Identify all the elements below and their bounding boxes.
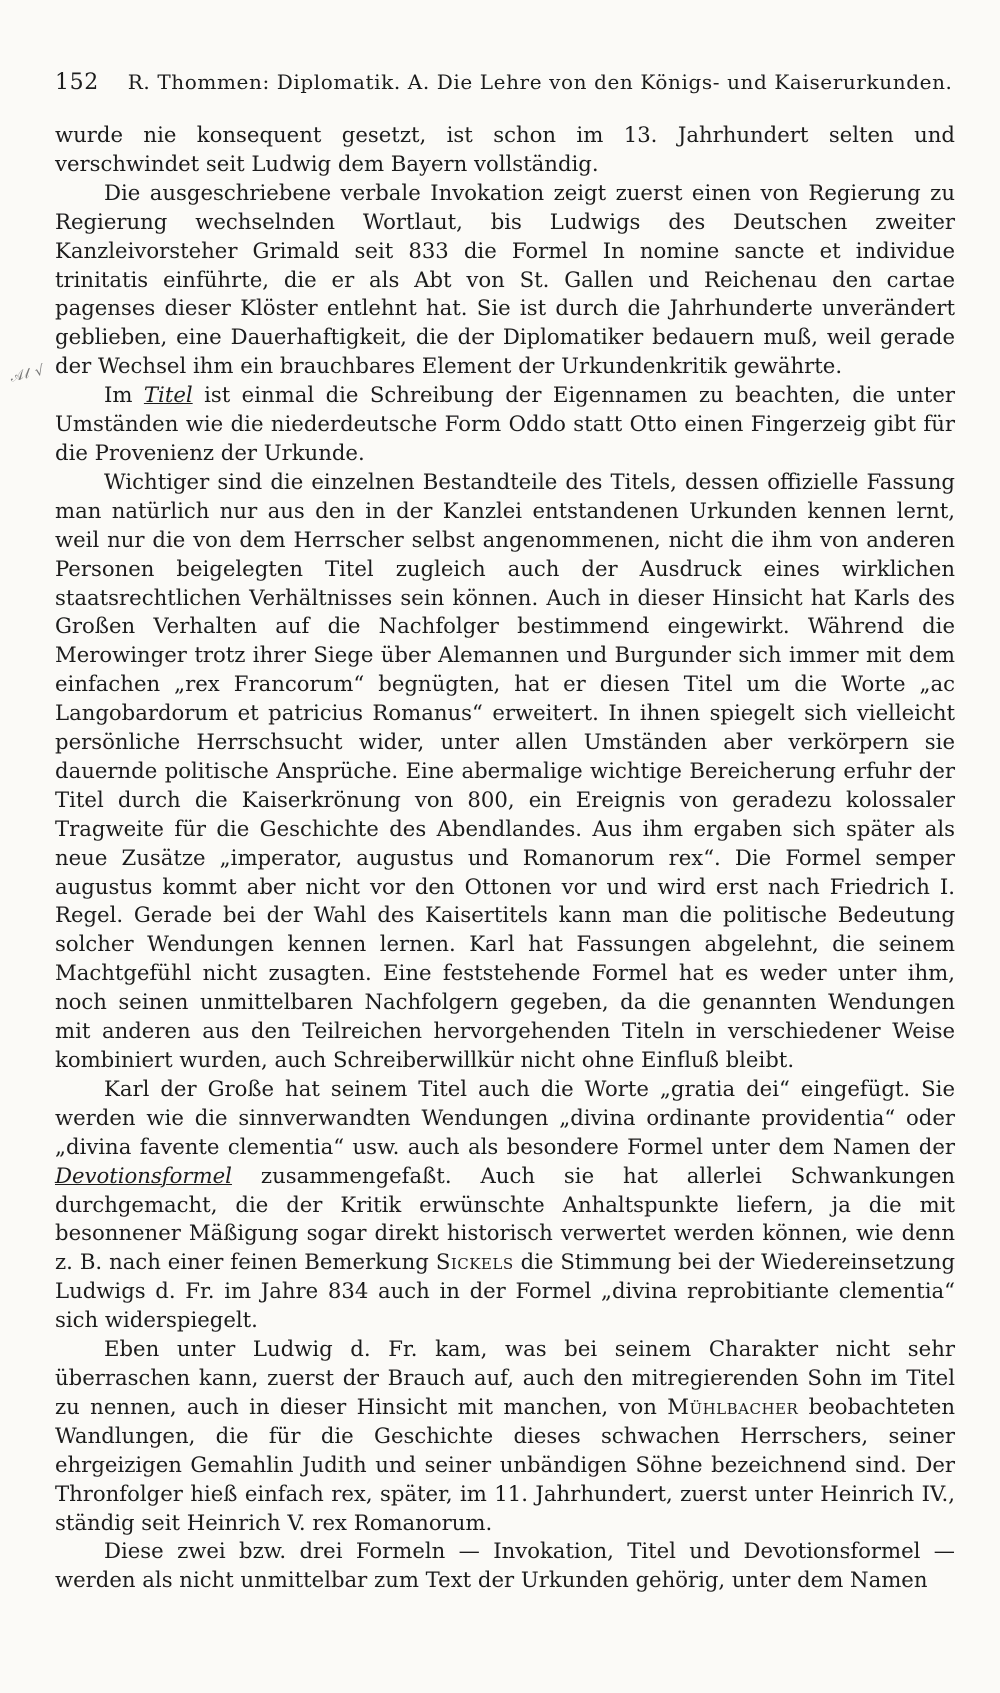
running-header xyxy=(55,70,955,95)
author-name-muehlbacher: Mühlbacher xyxy=(667,1393,799,1419)
paragraph-2: Die ausgeschriebene verbale Invokation zeigt zuerst einen von Regierung zu Regierung wechselnden Wortlaut, bis Ludwigs des Deutschen zweiter Kanzleivorsteher Grimald seit 833 die Formel In nomine sancte et individue trinitatis einführte, die er als Abt von St. Gallen und Reichenau den cartae pagenses dieser Klöster entlehnt hat. Sie ist durch die Jahrhunderte unverändert geblieben, eine Dauerhaftigkeit, die der Diplomatiker bedauern muß, weil gerade der Wechsel ihm ein brauchbares Element der Urkundenkritik gewährte. xyxy=(55,179,955,379)
text-run: zusammengefaßt. Auch sie hat allerlei Schwankungen durchgemacht, die der Kritik erwünschte Anhaltspunkte liefern, ja die mit besonnener Mäßigung sogar direkt historisch verwertet werden können, wie denn z. B. nach einer feinen Bemerkung xyxy=(55,1162,955,1275)
paragraph-7: Diese zwei bzw. drei Formeln — Invokation, Titel und Devotionsformel — werden als nicht unmittelbar zum Text der Urkunden gehörig, unter dem Namen xyxy=(55,1538,955,1593)
text-run: ist einmal die Schreibung der Eigennamen zu beachten, die unter Umständen wie die niederdeutsche Form Oddo statt Otto einen Fingerzeig gibt für die Provenienz der Urkunde. xyxy=(55,382,955,465)
paragraph-4: Wichtiger sind die einzelnen Bestandteile des Titels, dessen offizielle Fassung man natürlich nur aus den in der Kanzlei entstandenen Urkunden kennen lernt, weil nur die von dem Herrscher selbst angenommenen, nicht die ihm von anderen Personen beigelegten Titel zugleich auch der Ausdruck eines wirklichen staatsrechtlichen Verhältnisses sein können. Auch in dieser Hinsicht hat Karls des Großen Verhalten auf die Nachfolger bestimmend eingewirkt. Während die Merowinger trotz ihrer Siege über Alemannen und Burgunder sich immer mit dem einfachen „rex Francorum“ begnügten, hat er diesen Titel um die Worte „ac Langobardorum et patricius Romanus“ erweitert. In ihnen spiegelt sich vielleicht persönliche Herrschsucht wider, unter allen Umständen aber verkörpern sie dauernde politische Ansprüche. Eine abermalige wichtige Bereicherung erfuhr der Titel durch die Kaiserkrönung von 800, ein Ereignis von geradezu kolossaler Tragweite für die Geschichte des Abendlandes. Aus ihm ergaben sich später als neue Zusätze „imperator, augustus und Romanorum rex“. Die Formel semper augustus kommt aber nicht vor den Ottonen vor und wird erst nach Friedrich I. Regel. Gerade bei der Wahl des Kaisertitels kann man die politische Bedeutung solcher Wendungen kennen lernen. Karl hat Fassungen abgelehnt, die seinem Machtgefühl nicht zusagten. Eine feststehende Formel hat es weder unter ihm, noch seinen unmittelbaren Nachfolgern gegeben, da die genannten Wendungen mit anderen aus den Teilreichen hervorgehenden Titeln in verschiedener Weise kombiniert wurden, auch Schreiberwillkür nicht ohne Einfluß bleibt. xyxy=(55,468,955,1072)
paragraph-3 xyxy=(55,381,955,468)
text-run: die Stimmung bei der Wiedereinsetzung Ludwigs d. Fr. im Jahre 834 auch in der Formel „divina reprobitiante clementia“ sich widerspiegelt. xyxy=(55,1249,956,1333)
running-title: R. Thommen: Diplomatik. A. Die Lehre von den Königs- und Kaiserurkunden. xyxy=(127,70,953,94)
term-titel: Titel xyxy=(143,382,193,408)
handwritten-margin-note: 𝒜𝓁 √ xyxy=(8,362,47,386)
text-run: beobachteten Wandlungen, die für die Geschichte dieses schwachen Herrschers, seiner ehrgeizigen Gemahlin Judith und seiner unbändigen Söhne bezeichnend sind. Der Thronfolger hieß einfach rex, später, im 11. Jahrhundert, zuerst unter Heinrich IV., ständig seit Heinrich V. rex Romanorum. xyxy=(55,1393,955,1535)
paragraph-5 xyxy=(55,1075,955,1335)
paragraph-6 xyxy=(55,1335,955,1537)
text-run: Im xyxy=(104,382,144,408)
paragraph-1: wurde nie konsequent gesetzt, ist schon im 13. Jahrhundert selten und verschwindet seit Ludwig dem Bayern vollständig. xyxy=(55,122,955,176)
term-devotionsformel: Devotionsformel xyxy=(55,1162,232,1188)
body-text xyxy=(55,121,955,1595)
book-page xyxy=(55,70,955,1595)
text-run: Karl der Große hat seinem Titel auch die Worte „gratia dei“ eingefügt. Sie werden wie die sinnverwandten Wendungen „divina ordinante providentia“ oder „divina favente clementia“ usw. auch als besondere Formel unter dem Namen der xyxy=(55,1075,955,1159)
page-number: 152 xyxy=(55,70,99,95)
author-name-sickel: Sickels xyxy=(435,1249,514,1275)
text-run: Eben unter Ludwig d. Fr. kam, was bei seinem Charakter nicht sehr überraschen kann, zuerst der Brauch auf, auch den mitregierenden Sohn im Titel zu nennen, auch in dieser Hinsicht mit manchen, von xyxy=(55,1336,955,1419)
